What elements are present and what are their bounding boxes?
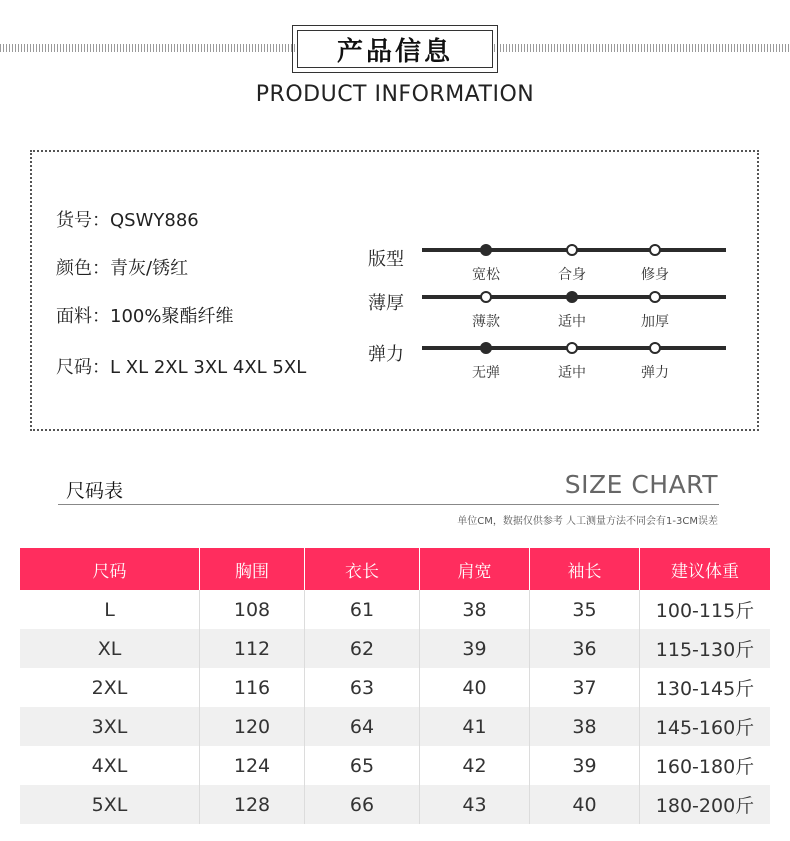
header-hatch-left bbox=[0, 44, 296, 52]
table-cell: 42 bbox=[420, 746, 530, 785]
table-cell: 5XL bbox=[20, 785, 200, 824]
option-label: 合身 bbox=[558, 267, 586, 283]
table-cell: 3XL bbox=[20, 707, 200, 746]
table-row bbox=[20, 590, 770, 629]
option-label: 无弹 bbox=[472, 365, 500, 381]
column-header-shoulder: 肩宽 bbox=[420, 548, 530, 590]
slider-dot bbox=[566, 342, 578, 354]
table-cell: 41 bbox=[420, 707, 530, 746]
table-row bbox=[20, 746, 770, 785]
spec-value: L XL 2XL 3XL 4XL 5XL bbox=[110, 357, 307, 378]
table-cell: 40 bbox=[420, 668, 530, 707]
spec-label: 颜色： bbox=[56, 258, 110, 279]
option-label: 薄款 bbox=[472, 314, 500, 330]
table-cell: 160-180斤 bbox=[655, 756, 755, 778]
slider-dot bbox=[566, 244, 578, 256]
table-cell: 115-130斤 bbox=[655, 639, 755, 661]
slider-dot bbox=[480, 291, 492, 303]
table-cell: 61 bbox=[305, 590, 420, 629]
slider-dot bbox=[649, 342, 661, 354]
option-label: 加厚 bbox=[641, 314, 669, 330]
column-header-size: 尺码 bbox=[20, 548, 200, 590]
table-cell: 124 bbox=[200, 746, 305, 785]
table-cell: 35 bbox=[530, 590, 640, 629]
option-label: 弹力 bbox=[641, 365, 669, 381]
spec-value: QSWY886 bbox=[110, 210, 199, 231]
attribute-label: 弹力 bbox=[368, 344, 404, 365]
attribute-label: 版型 bbox=[368, 249, 404, 270]
table-cell: 38 bbox=[530, 707, 640, 746]
table-cell: 2XL bbox=[20, 668, 200, 707]
slider-dot bbox=[649, 291, 661, 303]
slider-dot-selected bbox=[566, 291, 578, 303]
table-cell: 145-160斤 bbox=[655, 717, 755, 739]
table-cell: 120 bbox=[200, 707, 305, 746]
spec-sizes bbox=[56, 353, 306, 379]
table-cell: 36 bbox=[530, 629, 640, 668]
table-cell: 180-200斤 bbox=[655, 795, 755, 817]
option-label: 修身 bbox=[641, 267, 669, 283]
table-cell: 63 bbox=[305, 668, 420, 707]
column-header-weight: 建议体重 bbox=[671, 561, 739, 582]
table-cell: 65 bbox=[305, 746, 420, 785]
table-cell: 37 bbox=[530, 668, 640, 707]
table-row bbox=[20, 785, 770, 824]
spec-label: 尺码： bbox=[56, 357, 110, 378]
table-row bbox=[20, 629, 770, 668]
table-row bbox=[20, 668, 770, 707]
option-label: 适中 bbox=[558, 314, 586, 330]
table-cell: 38 bbox=[420, 590, 530, 629]
table-cell: 43 bbox=[420, 785, 530, 824]
column-header-chest: 胸围 bbox=[200, 548, 305, 590]
spec-label: 货号： bbox=[56, 210, 110, 231]
spec-label: 面料： bbox=[56, 306, 110, 327]
size-chart-title: 尺码表 bbox=[66, 480, 124, 502]
spec-item-number bbox=[56, 206, 199, 232]
page-subtitle: PRODUCT INFORMATION bbox=[255, 82, 535, 107]
table-cell: 62 bbox=[305, 629, 420, 668]
table-cell: 4XL bbox=[20, 746, 200, 785]
slider-dot-selected bbox=[480, 342, 492, 354]
spec-value: 青灰/锈红 bbox=[110, 258, 189, 279]
divider bbox=[58, 504, 719, 505]
table-cell: 130-145斤 bbox=[655, 678, 755, 700]
size-chart-title-en: SIZE CHART bbox=[564, 470, 718, 499]
table-cell: 39 bbox=[420, 629, 530, 668]
size-table bbox=[20, 548, 770, 824]
spec-color bbox=[56, 254, 188, 280]
table-cell: L bbox=[20, 590, 200, 629]
table-header bbox=[20, 548, 770, 590]
table-cell: XL bbox=[20, 629, 200, 668]
option-label: 宽松 bbox=[472, 267, 500, 283]
table-cell: 40 bbox=[530, 785, 640, 824]
table-cell: 64 bbox=[305, 707, 420, 746]
size-chart-note: 单位CM，数据仅供参考 人工测量方法不同会有1-3CM误差 bbox=[457, 516, 718, 527]
table-cell: 116 bbox=[200, 668, 305, 707]
table-cell: 39 bbox=[530, 746, 640, 785]
table-cell: 112 bbox=[200, 629, 305, 668]
table-cell: 100-115斤 bbox=[655, 600, 755, 622]
title-box bbox=[292, 25, 498, 73]
table-row bbox=[20, 707, 770, 746]
column-header-sleeve: 袖长 bbox=[530, 548, 640, 590]
attribute-label: 薄厚 bbox=[368, 293, 404, 314]
slider-dot-selected bbox=[480, 244, 492, 256]
page-title: 产品信息 bbox=[297, 30, 493, 68]
column-header-length: 衣长 bbox=[305, 548, 420, 590]
spec-value: 100%聚酯纤维 bbox=[110, 306, 234, 327]
table-cell: 108 bbox=[200, 590, 305, 629]
table-cell: 66 bbox=[305, 785, 420, 824]
header-hatch-right bbox=[494, 44, 790, 52]
spec-fabric bbox=[56, 302, 233, 328]
slider-dot bbox=[649, 244, 661, 256]
table-cell: 128 bbox=[200, 785, 305, 824]
option-label: 适中 bbox=[558, 365, 586, 381]
